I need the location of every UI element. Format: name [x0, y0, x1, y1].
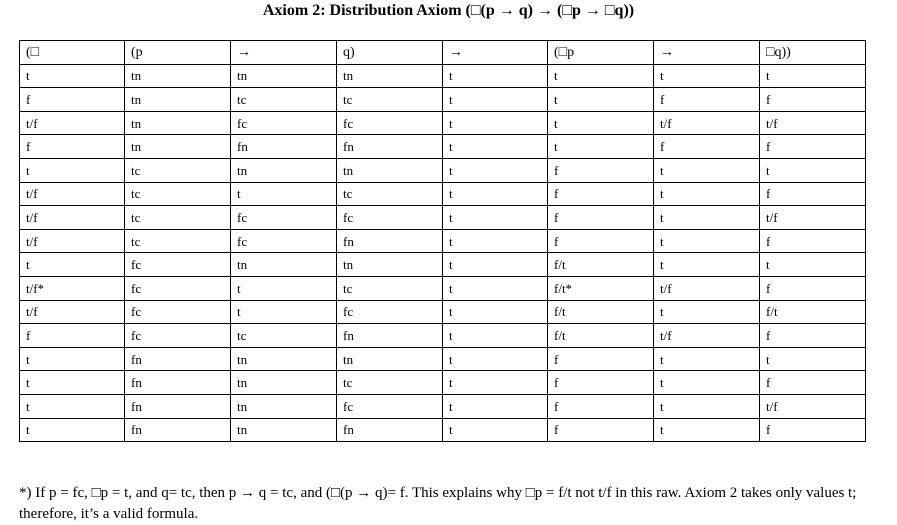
- table-row: [20, 158, 866, 182]
- table-cell: f: [20, 88, 125, 112]
- table-cell: t: [443, 300, 548, 324]
- table-cell: fn: [125, 418, 231, 442]
- table-cell: tc: [231, 88, 337, 112]
- table-cell: t: [654, 371, 760, 395]
- table-cell: f: [548, 158, 654, 182]
- table-cell: t/f: [20, 229, 125, 253]
- table-cell: f: [548, 418, 654, 442]
- table-cell: f: [760, 371, 866, 395]
- table-cell: t/f: [20, 206, 125, 230]
- table-cell: t: [654, 347, 760, 371]
- table-cell: fn: [337, 135, 443, 159]
- table-cell: tn: [337, 347, 443, 371]
- table-cell: t: [20, 347, 125, 371]
- table-cell: t/f: [20, 111, 125, 135]
- table-cell: f: [548, 394, 654, 418]
- truth-table: [19, 40, 866, 442]
- table-cell: t/f: [654, 276, 760, 300]
- table-cell: t: [654, 64, 760, 88]
- table-cell: t: [443, 229, 548, 253]
- table-row: [20, 111, 866, 135]
- table-cell: f/t: [760, 300, 866, 324]
- table-cell: f: [654, 135, 760, 159]
- table-cell: t: [654, 418, 760, 442]
- table-cell: fc: [337, 206, 443, 230]
- table-cell: tc: [125, 206, 231, 230]
- table-cell: fc: [125, 253, 231, 277]
- table-cell: t: [654, 253, 760, 277]
- table-cell: tn: [125, 111, 231, 135]
- table-cell: t: [443, 182, 548, 206]
- column-header: →: [231, 41, 337, 65]
- table-cell: f: [760, 324, 866, 348]
- table-cell: t: [654, 300, 760, 324]
- page-title: Axiom 2: Distribution Axiom (□(p → q) → (□p → □q)): [262, 2, 635, 19]
- table-cell: t: [548, 88, 654, 112]
- table-cell: t: [443, 111, 548, 135]
- table-cell: tn: [125, 64, 231, 88]
- table-row: [20, 394, 866, 418]
- table-cell: fn: [337, 324, 443, 348]
- table-cell: t: [20, 253, 125, 277]
- table-cell: t/f: [20, 300, 125, 324]
- table-cell: fc: [337, 394, 443, 418]
- table-cell: t: [443, 88, 548, 112]
- table-cell: tc: [337, 371, 443, 395]
- table-cell: fn: [125, 371, 231, 395]
- table-cell: t/f: [20, 182, 125, 206]
- table-cell: f: [760, 182, 866, 206]
- table-cell: tn: [231, 418, 337, 442]
- table-cell: f: [548, 347, 654, 371]
- table-cell: f: [760, 88, 866, 112]
- table-cell: t: [760, 64, 866, 88]
- table-cell: fn: [125, 394, 231, 418]
- table-cell: tn: [231, 64, 337, 88]
- table-cell: tc: [337, 88, 443, 112]
- table-cell: t/f*: [20, 276, 125, 300]
- table-row: [20, 206, 866, 230]
- table-cell: t/f: [760, 111, 866, 135]
- table-cell: f: [654, 88, 760, 112]
- table-cell: f: [760, 276, 866, 300]
- table-cell: tn: [231, 158, 337, 182]
- table-row: [20, 88, 866, 112]
- column-header: (p: [125, 41, 231, 65]
- table-cell: f: [20, 135, 125, 159]
- table-cell: tc: [125, 229, 231, 253]
- table-cell: f/t: [548, 253, 654, 277]
- table-cell: f: [760, 418, 866, 442]
- table-row: [20, 300, 866, 324]
- table-cell: t: [231, 276, 337, 300]
- footnote: *) If p = fc, □p = t, and q= tc, then p → q = tc, and (□(p → q)= f. This explains why □p = f/t not t/f in this raw. Axiom 2 takes only values t; therefore, it’s a valid formula.: [19, 485, 857, 522]
- table-cell: t: [20, 371, 125, 395]
- table-cell: fc: [231, 111, 337, 135]
- table-cell: t: [443, 135, 548, 159]
- table-cell: t: [548, 64, 654, 88]
- column-header: □q)): [760, 41, 866, 65]
- table-cell: fc: [125, 300, 231, 324]
- table-cell: t: [443, 371, 548, 395]
- table-cell: t: [654, 158, 760, 182]
- table-cell: tc: [231, 324, 337, 348]
- column-header: (□: [20, 41, 125, 65]
- table-cell: t: [20, 158, 125, 182]
- table-cell: f/t: [548, 324, 654, 348]
- table-cell: tn: [337, 253, 443, 277]
- table-cell: t: [20, 394, 125, 418]
- table-cell: fn: [337, 418, 443, 442]
- table-cell: t: [231, 182, 337, 206]
- table-cell: tn: [337, 64, 443, 88]
- table-cell: t: [443, 64, 548, 88]
- table-cell: tc: [125, 158, 231, 182]
- table-cell: t: [654, 206, 760, 230]
- table-cell: t: [443, 324, 548, 348]
- table-cell: t: [443, 206, 548, 230]
- column-header: (□p: [548, 41, 654, 65]
- table-cell: f: [20, 324, 125, 348]
- table-row: [20, 253, 866, 277]
- table-cell: t/f: [760, 394, 866, 418]
- table-row: [20, 64, 866, 88]
- table-cell: t: [654, 229, 760, 253]
- table-cell: f/t*: [548, 276, 654, 300]
- table-cell: fn: [125, 347, 231, 371]
- table-cell: t: [20, 418, 125, 442]
- table-cell: f: [548, 206, 654, 230]
- table-cell: t: [443, 418, 548, 442]
- table-cell: t: [760, 253, 866, 277]
- table-cell: f: [548, 182, 654, 206]
- table-cell: tc: [337, 182, 443, 206]
- table-cell: t/f: [760, 206, 866, 230]
- table-cell: t: [443, 276, 548, 300]
- table-row: [20, 182, 866, 206]
- table-cell: f: [760, 229, 866, 253]
- table-cell: tc: [337, 276, 443, 300]
- table-cell: t: [443, 253, 548, 277]
- table-cell: t: [654, 182, 760, 206]
- table-cell: t/f: [654, 324, 760, 348]
- table-cell: fc: [337, 300, 443, 324]
- table-cell: tn: [125, 135, 231, 159]
- column-header: q): [337, 41, 443, 65]
- table-cell: t: [20, 64, 125, 88]
- table-row: [20, 276, 866, 300]
- table-cell: f/t: [548, 300, 654, 324]
- table-cell: t: [548, 135, 654, 159]
- table-cell: f: [548, 371, 654, 395]
- table-cell: tn: [231, 394, 337, 418]
- table-row: [20, 324, 866, 348]
- table-cell: t/f: [654, 111, 760, 135]
- table-cell: tn: [125, 88, 231, 112]
- table-cell: tn: [231, 253, 337, 277]
- table-cell: fc: [231, 229, 337, 253]
- table-cell: t: [231, 300, 337, 324]
- column-header: →: [443, 41, 548, 65]
- table-cell: t: [760, 158, 866, 182]
- table-cell: tn: [231, 347, 337, 371]
- table-cell: t: [443, 347, 548, 371]
- table-cell: f: [760, 135, 866, 159]
- table-cell: t: [443, 394, 548, 418]
- table-row: [20, 371, 866, 395]
- table-cell: fc: [125, 324, 231, 348]
- table-row: [20, 418, 866, 442]
- table-cell: fc: [231, 206, 337, 230]
- table-cell: t: [443, 158, 548, 182]
- table-row: [20, 229, 866, 253]
- table-row: [20, 135, 866, 159]
- table-cell: tn: [337, 158, 443, 182]
- table-cell: f: [548, 229, 654, 253]
- table-cell: t: [548, 111, 654, 135]
- table-cell: t: [760, 347, 866, 371]
- table-cell: tn: [231, 371, 337, 395]
- table-cell: fc: [337, 111, 443, 135]
- table-row: [20, 347, 866, 371]
- table-header-row: [20, 41, 866, 65]
- table-cell: fn: [337, 229, 443, 253]
- table-cell: fc: [125, 276, 231, 300]
- table-cell: tc: [125, 182, 231, 206]
- table-cell: t: [654, 394, 760, 418]
- column-header: →: [654, 41, 760, 65]
- table-cell: fn: [231, 135, 337, 159]
